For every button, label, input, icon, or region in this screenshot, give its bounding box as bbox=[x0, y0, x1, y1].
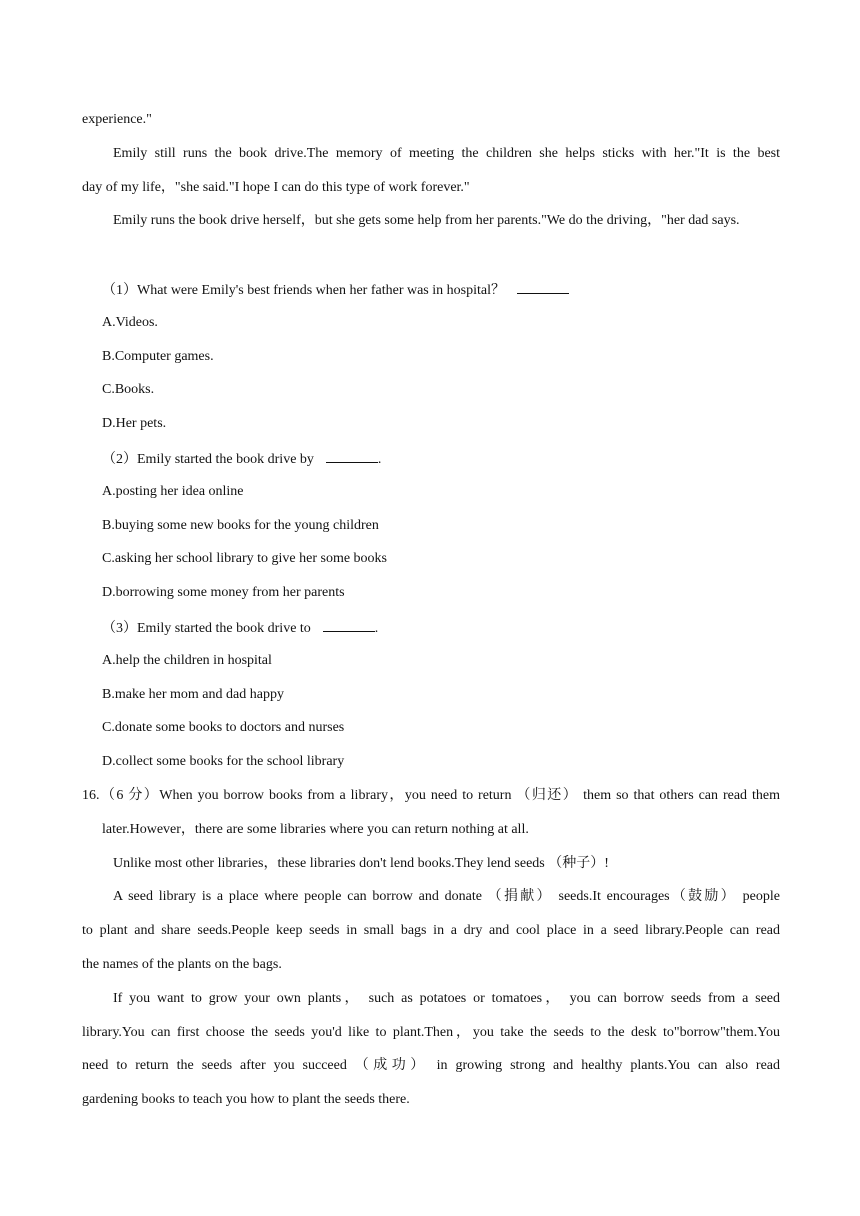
passage-text: Emily still runs the book drive.The memory of meeting the children she helps sticks with her."It is the best bbox=[113, 146, 780, 161]
passage-text: to plant and share seeds.People keep seeds in small bags in a dry and cool place in a seed library.People can read bbox=[82, 923, 780, 938]
passage-text: experience." bbox=[82, 112, 152, 127]
passage-text: Emily runs the book drive herself，but she gets some help from her parents."We do the driving，"her dad says. bbox=[113, 213, 740, 228]
question-stem: （1）What were Emily's best friends when her father was in hospital？ bbox=[102, 280, 569, 300]
question-stem: （2）Emily started the book drive by . bbox=[102, 449, 381, 469]
answer-option: A.posting her idea online bbox=[102, 484, 244, 499]
question-stem: （3）Emily started the book drive to . bbox=[102, 618, 378, 638]
answer-blank bbox=[323, 618, 375, 632]
answer-option: C.donate some books to doctors and nurses bbox=[102, 720, 345, 735]
answer-option: C.asking her school library to give her some books bbox=[102, 551, 388, 566]
answer-option: C.Books. bbox=[102, 382, 155, 397]
answer-option: B.buying some new books for the young children bbox=[102, 518, 379, 533]
answer-option: A.help the children in hospital bbox=[102, 653, 272, 668]
passage-text: need to return the seeds after you succeed （成功） in growing strong and healthy plants.You can also read bbox=[82, 1058, 780, 1073]
answer-blank bbox=[326, 449, 378, 463]
answer-option: D.Her pets. bbox=[102, 416, 167, 431]
answer-blank bbox=[517, 280, 569, 294]
passage-text: gardening books to teach you how to plant the seeds there. bbox=[82, 1092, 410, 1107]
answer-option: B.make her mom and dad happy bbox=[102, 687, 284, 702]
passage-text: day of my life，"she said."I hope I can do this type of work forever." bbox=[82, 180, 470, 195]
passage-text: later.However，there are some libraries where you can return nothing at all. bbox=[102, 822, 529, 837]
passage-text: A seed library is a place where people can borrow and donate （捐献） seeds.It encourages（鼓励） people bbox=[113, 889, 780, 904]
answer-option: B.Computer games. bbox=[102, 349, 214, 364]
question-16-header: 16.（6 分）When you borrow books from a library，you need to return （归还） them so that others can read them bbox=[82, 788, 780, 803]
answer-option: A.Videos. bbox=[102, 315, 158, 330]
answer-option: D.borrowing some money from her parents bbox=[102, 585, 345, 600]
passage-text: library.You can first choose the seeds you'd like to plant.Then，you take the seeds to the desk to"borrow"them.You bbox=[82, 1025, 780, 1040]
passage-text: the names of the plants on the bags. bbox=[82, 957, 282, 972]
answer-option: D.collect some books for the school library bbox=[102, 754, 345, 769]
passage-text: Unlike most other libraries，these libraries don't lend books.They lend seeds （种子）! bbox=[113, 856, 609, 871]
passage-text: If you want to grow your own plants， such as potatoes or tomatoes， you can borrow seeds from a seed bbox=[113, 991, 780, 1006]
